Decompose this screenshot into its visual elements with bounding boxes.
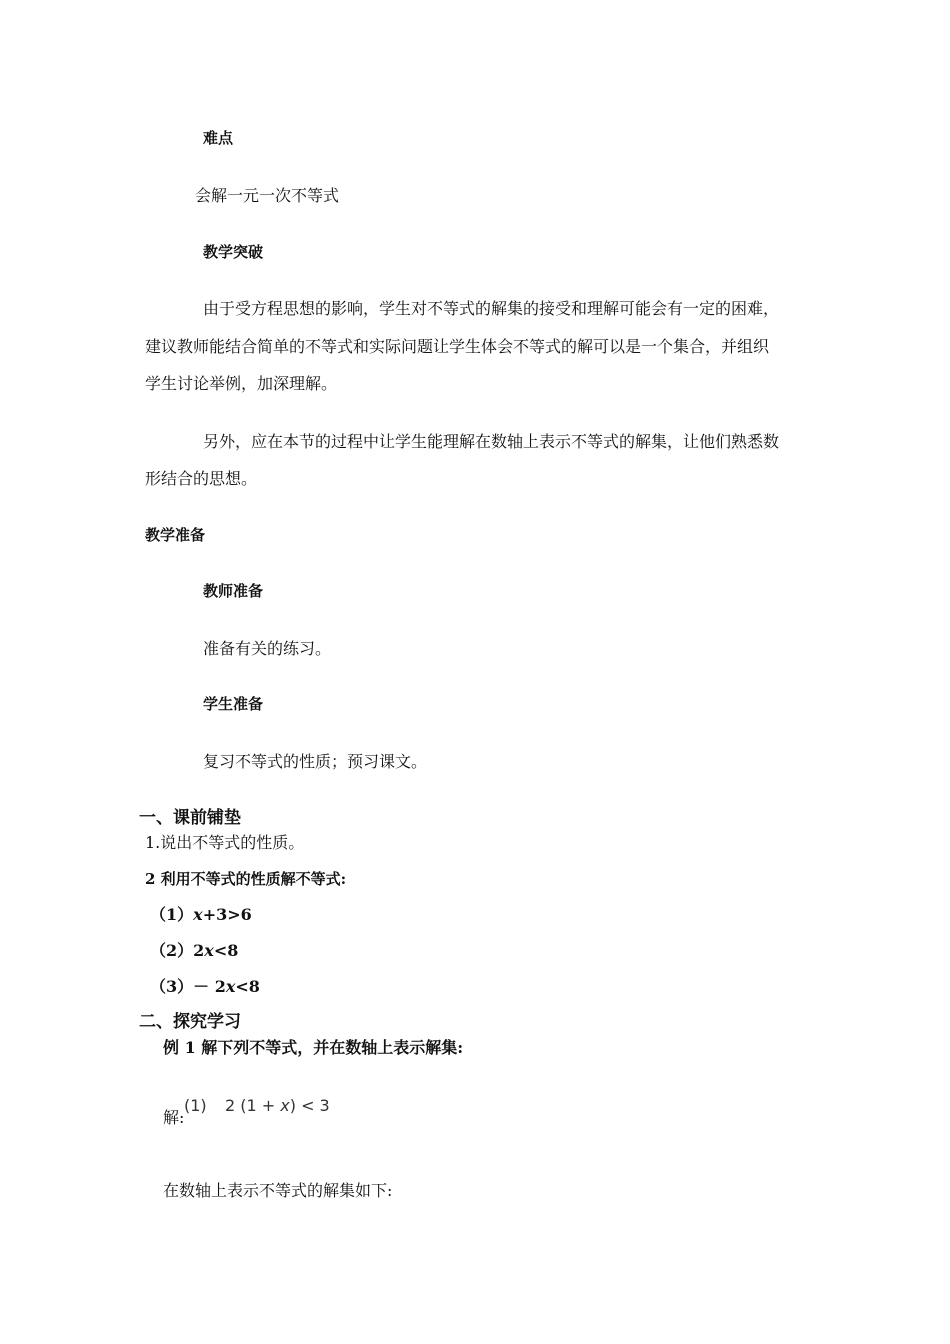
breakthrough-para1-line1: 由于受方程思想的影响，学生对不等式的解集的接受和理解可能会有一定的困难， (203, 299, 780, 318)
teacher-prep-heading: 教师准备 (203, 582, 264, 600)
numberline-text: 在数轴上表示不等式的解集如下: (163, 1181, 393, 1200)
equation-var: x (280, 1096, 290, 1115)
item-num: （3）－ 2 (150, 977, 226, 996)
example-1: 例 1 解下列不等式，并在数轴上表示解集: (163, 1038, 464, 1057)
breakthrough-para1-line2: 建议教师能结合简单的不等式和实际问题让学生体会不等式的解可以是一个集合，并组织 (145, 337, 770, 356)
item-num: （1） (150, 905, 194, 924)
student-prep-text: 复习不等式的性质；预习课文。 (203, 752, 428, 771)
teacher-prep-text: 准备有关的练习。 (203, 639, 332, 658)
inequality-item-3 (150, 977, 260, 996)
section1-q2: 2 利用不等式的性质解不等式: (145, 870, 347, 888)
solution-label: 解: (163, 1108, 185, 1127)
breakthrough-para2-line2: 形结合的思想。 (145, 469, 258, 488)
equation-number: (1) (184, 1096, 207, 1115)
equation (225, 1096, 330, 1115)
item-rest: <8 (213, 941, 239, 960)
difficulty-text: 会解一元一次不等式 (195, 186, 340, 205)
equation-post: ) < 3 (289, 1096, 330, 1115)
student-prep-heading: 学生准备 (203, 695, 264, 713)
inequality-item-1 (150, 905, 252, 924)
item-var: x (193, 905, 203, 924)
item-num: （2）2 (150, 941, 205, 960)
breakthrough-heading: 教学突破 (203, 243, 264, 261)
inequality-item-2 (150, 941, 238, 960)
breakthrough-para2-line1: 另外，应在本节的过程中让学生能理解在数轴上表示不等式的解集，让他们熟悉数 (203, 432, 780, 451)
prep-heading: 教学准备 (145, 526, 206, 544)
item-var: x (204, 941, 214, 960)
item-var: x (225, 977, 236, 996)
equation-pre: 2 (1 + (225, 1096, 281, 1115)
breakthrough-para1-line3: 学生讨论举例，加深理解。 (145, 374, 338, 393)
section1-q1: 1.说出不等式的性质。 (145, 833, 305, 852)
difficulty-heading: 难点 (203, 129, 234, 147)
item-rest: +3>6 (202, 905, 252, 924)
section1-title: 一、课前铺垫 (139, 808, 241, 828)
item-rest: <8 (235, 977, 260, 996)
section2-title: 二、探究学习 (139, 1012, 241, 1032)
